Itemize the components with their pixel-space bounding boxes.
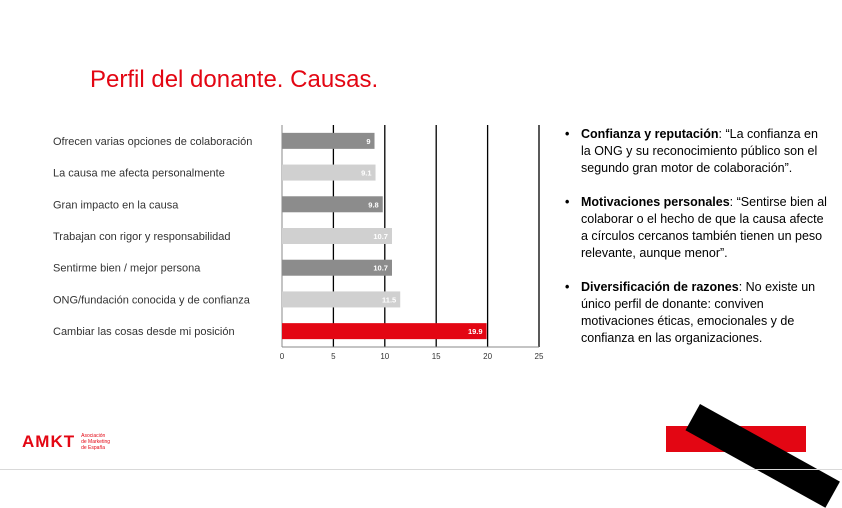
bullet-text: : No existe un único perfil de donante: conviven motivaciones éticas, emocionales y de confianza en las organizaciones. [581, 280, 816, 345]
category-label: Sentirme bien / mejor persona [53, 262, 201, 275]
x-tick-label: 20 [483, 352, 493, 361]
logo-sub-line: de España [81, 445, 106, 451]
bar [282, 323, 487, 339]
value-label: 9 [366, 136, 371, 146]
x-tick-label: 0 [279, 352, 285, 361]
slide-title: Perfil del donante. Causas. [90, 66, 379, 93]
value-label: 11.5 [382, 295, 397, 305]
category-label: Gran impacto en la causa [53, 199, 179, 212]
bullet-text: : “La confianza en la ONG y su reconocimiento público son el segundo gran motor de colaboración”. [581, 127, 818, 175]
bullet-item [565, 279, 830, 347]
footer-divider [0, 469, 842, 470]
x-tick-label: 10 [380, 352, 390, 361]
logo-subtitle [81, 433, 110, 451]
logo-mark: AMKT [22, 432, 76, 451]
value-label: 9.1 [361, 168, 372, 178]
value-label: 19.9 [467, 327, 483, 337]
category-label: ONG/fundación conocida y de confianza [53, 294, 250, 307]
bullet-heading: Confianza y reputación [581, 127, 719, 141]
bullet-list [565, 126, 830, 364]
category-label: Cambiar las cosas desde mi posición [53, 326, 235, 339]
bullet-heading: Motivaciones personales [581, 195, 730, 209]
category-label: Trabajan con rigor y responsabilidad [53, 231, 231, 243]
x-tick-label: 25 [534, 352, 544, 361]
bullet-item [565, 126, 830, 177]
logo-sub-line: Asociación [81, 433, 106, 439]
x-tick-label: 15 [431, 352, 441, 361]
bar [282, 133, 375, 149]
value-label: 9.8 [368, 200, 379, 210]
bullet-item [565, 194, 830, 262]
logo-sub-line: de Marketing [81, 439, 111, 445]
amkt-logo [22, 432, 110, 452]
value-label: 10.7 [373, 263, 388, 273]
x-tick-label: 5 [331, 352, 336, 361]
bullet-text: : “Sentirse bien al colaborar o el hecho de que la causa afecte a círculos cercanos también tienen un peso relevante, aunque menor”. [581, 195, 827, 260]
category-label: La causa me afecta personalmente [53, 167, 225, 180]
value-label: 10.7 [373, 232, 388, 241]
category-label: Ofrecen varias opciones de colaboración [53, 135, 253, 148]
bullet-heading: Diversificación de razones [581, 280, 739, 294]
